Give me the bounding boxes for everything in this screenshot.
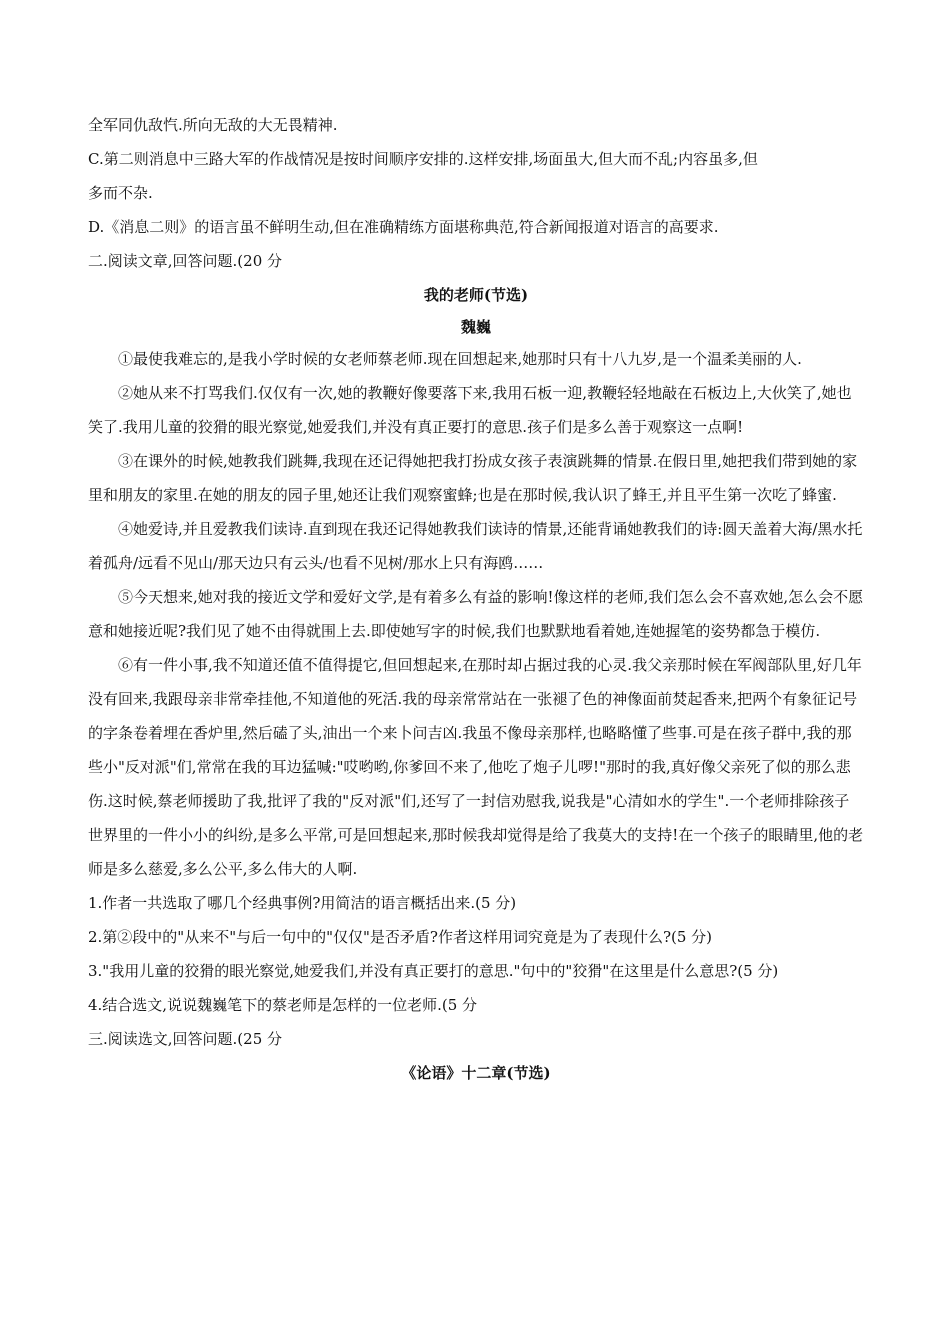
paragraph-2: ②她从来不打骂我们.仅仅有一次,她的教鞭好像要落下来,我用石板一迎,教鞭轻轻地敲在石板边上,大伙笑了,她也笑了.我用儿童的狡猾的眼光察觉,她爱我们,并没有真正要打的意思.孩子们是多么善于观察这一点啊! — [88, 384, 852, 436]
paragraph-1: ①最使我难忘的,是我小学时候的女老师蔡老师.现在回想起来,她那时只有十八九岁,是一个温柔美丽的人. — [118, 350, 802, 368]
document-page — [88, 108, 864, 1090]
option-c-continued: 多而不杂. — [88, 184, 153, 202]
prev-text-line: 全军同仇敌忾.所向无敌的大无畏精神. — [88, 116, 338, 134]
question-1: 1.作者一共选取了哪几个经典事例?用简洁的语言概括出来.(5 分) — [88, 894, 517, 912]
article-title: 我的老师(节选) — [423, 286, 529, 304]
paragraph-6: ⑥有一件小事,我不知道还值不值得提它,但回想起来,在那时却占据过我的心灵.我父亲那时候在军阀部队里,好几年没有回来,我跟母亲非常牵挂他,不知道他的死活.我的母亲常常站在一张褪了色的神像面前焚起香来,把两个有象征记号的字条卷着埋在香炉里,然后磕了头,油出一个来卜问吉凶.我虽不像母亲那样,也略略懂了些事.可是在孩子群中,我的那些小"反对派"们,常常在我的耳边猛喊:"哎哟哟,你爹回不来了,他吃了炮子儿啰!"那时的我,真好像父亲死了似的那么悲伤.这时候,蔡老师援助了我,批评了我的"反对派"们,还写了一封信劝慰我,说我是"心清如水的学生".一个老师排除孩子世界里的一件小小的纠纷,是多么平常,可是回想起来,那时候我却觉得是给了我莫大的支持!在一个孩子的眼睛里,他的老师是多么慈爱,多么公平,多么伟大的人啊. — [88, 656, 864, 878]
option-d: D.《消息二则》的语言虽不鲜明生动,但在准确精练方面堪称典范,符合新闻报道对语言的高要求. — [88, 218, 719, 236]
section-3-title: 《论语》十二章(节选) — [401, 1064, 551, 1082]
question-4: 4.结合选文,说说魏巍笔下的蔡老师是怎样的一位老师.(5 分 — [88, 996, 478, 1014]
paragraph-3: ③在课外的时候,她教我们跳舞,我现在还记得她把我打扮成女孩子表演跳舞的情景.在假日里,她把我们带到她的家里和朋友的家里.在她的朋友的园子里,她还让我们观察蜜蜂;也是在那时候,我认识了蜂王,并且平生第一次吃了蜂蜜. — [88, 452, 858, 504]
paragraph-4: ④她爱诗,并且爱教我们读诗.直到现在我还记得她教我们读诗的情景,还能背诵她教我们的诗:圆天盖着大海/黑水托着孤舟/远看不见山/那天边只有云头/也看不见树/那水上只有海鸥…… — [88, 520, 863, 572]
question-3: 3."我用儿童的狡猾的眼光察觉,她爱我们,并没有真正要打的意思."句中的"狡猾"在这里是什么意思?(5 分) — [88, 962, 779, 980]
question-2: 2.第②段中的"从来不"与后一句中的"仅仅"是否矛盾?作者这样用词究竟是为了表现什么?(5 分) — [88, 928, 713, 946]
paragraph-5: ⑤今天想来,她对我的接近文学和爱好文学,是有着多么有益的影响!像这样的老师,我们怎么会不喜欢她,怎么会不愿意和她接近呢?我们见了她不由得就围上去.即使她写字的时候,我们也默默地看着她,连她握笔的姿势都急于模仿. — [88, 588, 864, 640]
section-2-heading: 二.阅读文章,回答问题.(20 分 — [88, 252, 283, 270]
option-c: C.第二则消息中三路大军的作战情况是按时间顺序安排的.这样安排,场面虽大,但大而不乱;内容虽多,但 — [88, 150, 758, 168]
section-3-heading: 三.阅读选文,回答问题.(25 分 — [88, 1030, 283, 1048]
article-author: 魏巍 — [460, 318, 491, 336]
